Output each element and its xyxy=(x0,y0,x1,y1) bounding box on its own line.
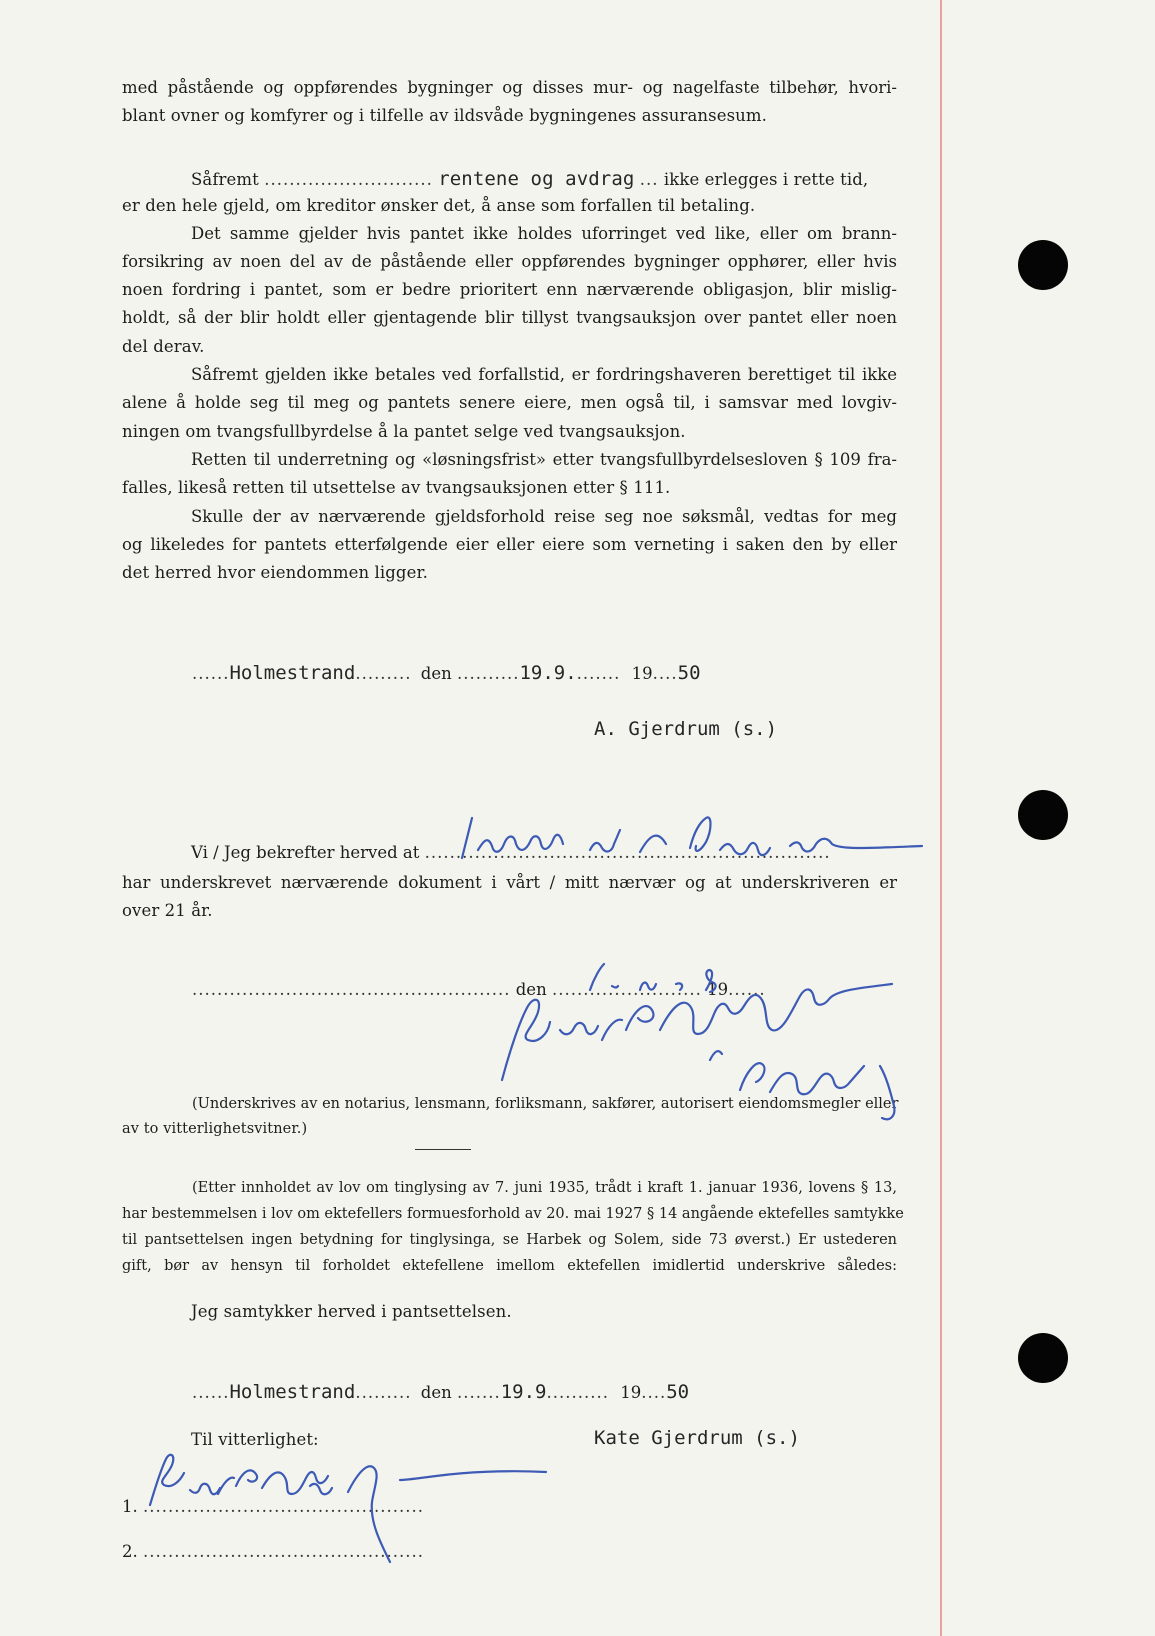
body-line: blant ovner og komfyrer og i tilfelle av ildsvåde bygningenes assuransesum. xyxy=(122,106,767,125)
typed-fill: rentene og avdrag xyxy=(438,168,635,190)
year-typed: 50 xyxy=(666,1381,690,1403)
dot-leader: ............................................. xyxy=(143,1542,425,1561)
dot-leader: ...... xyxy=(728,980,766,999)
dot-leader: ....... xyxy=(576,664,621,683)
year-prefix: 19 xyxy=(707,980,729,999)
dot-leader: .... xyxy=(652,664,678,683)
body-line: Såfremt gjelden ikke betales ved forfallstid, er fordringshaveren berettiget til ikke xyxy=(191,365,897,384)
body-line: er den hele gjeld, om kreditor ønsker det, å anse som forfallen til betaling. xyxy=(122,196,756,215)
den-label: den xyxy=(515,980,547,999)
year-prefix: 19 xyxy=(620,1383,642,1402)
year-prefix: 19 xyxy=(631,664,653,683)
witness-num: 2. xyxy=(122,1542,138,1561)
date-typed: 19.9. xyxy=(519,662,577,684)
year-typed: 50 xyxy=(677,662,701,684)
dot-leader: .......... xyxy=(457,664,520,683)
witness-num: 1. xyxy=(122,1497,138,1516)
body-line: forsikring av noen del av de påstående eller oppførendes bygninger opphører, eller hvis xyxy=(122,252,897,271)
den-label: den xyxy=(420,664,452,683)
body-line: det herred hvor eiendommen ligger. xyxy=(122,563,428,582)
body-line: Retten til underretning og «løsningsfrist» etter tvangsfullbyrdelsesloven § 109 fra- xyxy=(191,450,897,469)
body-line: alene å holde seg til meg og pantets senere eiere, men også til, i samsvar med lovgiv- xyxy=(122,393,897,412)
typed-signature-2: Kate Gjerdrum (s.) xyxy=(594,1427,800,1449)
body-line: Det samme gjelder hvis pantet ikke holdes uforringet ved like, eller om brann- xyxy=(191,224,897,243)
safremt-prefix: Såfremt xyxy=(191,170,259,189)
dot-leader: .... xyxy=(641,1383,667,1402)
note-line: har bestemmelsen i lov om ektefellers formuesforhold av 20. mai 1927 § 14 angående ektefelles samtykke xyxy=(122,1206,904,1222)
witness-label: Til vitterlighet: xyxy=(191,1430,319,1449)
safremt-suffix: ikke erlegges i rette tid, xyxy=(663,170,869,189)
dot-leader: .......... xyxy=(546,1383,609,1402)
dot-leader: ................................................................. xyxy=(424,843,831,862)
body-line: noen fordring i pantet, som er bedre prioritert enn nærværende obligasjon, blir mislig- xyxy=(122,280,897,299)
body-line: med påstående og oppførendes bygninger og disses mur- og nagelfaste tilbehør, hvori- xyxy=(122,78,897,97)
typed-signature-1: A. Gjerdrum (s.) xyxy=(594,718,778,740)
body-line: og likeledes for pantets etterfølgende eier eller eiere som verneting i saken den by eller xyxy=(122,535,897,554)
place-typed: Holmestrand xyxy=(229,662,356,684)
consent-line: Jeg samtykker herved i pantsettelsen. xyxy=(191,1302,512,1321)
den-label: den xyxy=(420,1383,452,1402)
attest-prefix: Vi / Jeg bekrefter herved at xyxy=(191,843,420,862)
attest-line-3: over 21 år. xyxy=(122,901,213,920)
dot-leader: ............................................. xyxy=(143,1497,425,1516)
body-line: falles, likeså retten til utsettelse av tvangsauksjonen etter § 111. xyxy=(122,478,671,497)
dot-leader: ........................... xyxy=(264,170,433,189)
note-line: gift, bør av hensyn til forholdet ektefellene imellom ektefellen imidlertid underskrive således: xyxy=(122,1258,897,1274)
dot-leader: ........................ xyxy=(551,980,702,999)
body-line: holdt, så der blir holdt eller gjentagende blir tillyst tvangsauksjon over pantet eller noen xyxy=(122,308,897,327)
note-line: (Etter innholdet av lov om tinglysing av 7. juni 1935, trådt i kraft 1. januar 1936, lovens § 13, xyxy=(192,1180,897,1196)
dot-leader: ................................................... xyxy=(192,980,511,999)
date-typed: 19.9 xyxy=(500,1381,547,1403)
dot-leader: ... xyxy=(639,170,659,189)
dot-leader: ...... xyxy=(192,664,230,683)
attest-line-2: har underskrevet nærværende dokument i vårt / mitt nærvær og at underskriveren er xyxy=(122,873,897,892)
note-line: til pantsettelsen ingen betydning for tinglysinga, se Harbek og Solem, side 73 øverst.) Er ustederen xyxy=(122,1232,897,1248)
note-line: av to vitterlighetsvitner.) xyxy=(122,1121,308,1137)
dot-leader: ......... xyxy=(355,1383,412,1402)
place-typed: Holmestrand xyxy=(229,1381,356,1403)
body-line: Skulle der av nærværende gjeldsforhold reise seg noe søksmål, vedtas for meg xyxy=(191,507,897,526)
body-line: ningen om tvangsfullbyrdelse å la pantet selge ved tvangsauksjon. xyxy=(122,422,686,441)
dot-leader: ....... xyxy=(457,1383,501,1402)
body-line: del derav. xyxy=(122,337,205,356)
note-line: (Underskrives av en notarius, lensmann, forliksmann, sakfører, autorisert eiendomsmegler eller xyxy=(192,1096,899,1112)
dot-leader: ...... xyxy=(192,1383,230,1402)
dot-leader: ......... xyxy=(355,664,412,683)
